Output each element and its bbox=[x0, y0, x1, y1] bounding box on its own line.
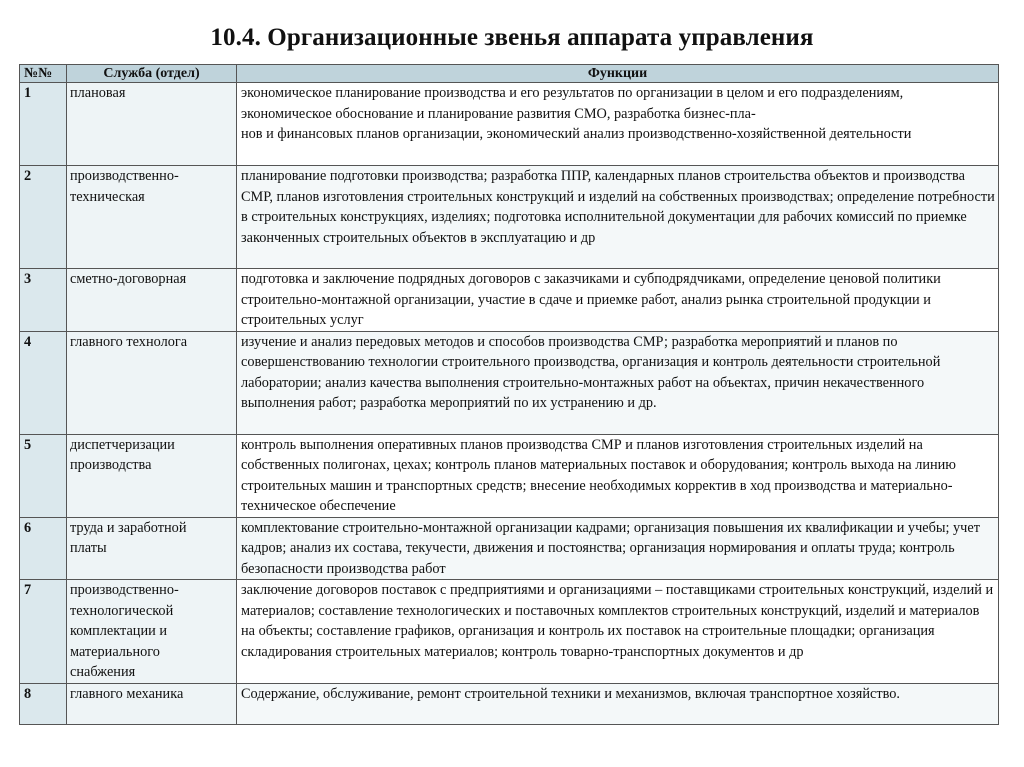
row-functions: заключение договоров поставок с предприятиями и организациями – поставщиками строительных конструкций, изделий и материалов; составление технологических и поставочных комплектов строительных конструкций, изделий и материалов на объекты; составление графиков, организация и контроль их поставок на строительные площадки; организация складирования строительных материалов; контроль товарно-транспортных документов и др bbox=[237, 580, 999, 684]
row-number: 7 bbox=[20, 580, 67, 684]
table-row bbox=[20, 83, 999, 166]
row-department: плановая bbox=[67, 83, 237, 166]
row-department: производственно- техническая bbox=[67, 166, 237, 269]
table-row bbox=[20, 166, 999, 269]
table-row bbox=[20, 580, 999, 684]
row-number: 1 bbox=[20, 83, 67, 166]
header-department: Служба (отдел) bbox=[67, 65, 237, 83]
row-number: 5 bbox=[20, 434, 67, 517]
row-number: 4 bbox=[20, 331, 67, 434]
row-number: 8 bbox=[20, 684, 67, 725]
functions-table bbox=[19, 64, 999, 725]
row-functions: изучение и анализ передовых методов и способов производства СМР; разработка мероприятий и планов по совершенствованию технологии строительного производства, организация и контроль деятельности строительной лаборатории; анализ качества выполнения строительно-монтажных работ на объектах, причин некачественного выполнения работ; разработка мероприятий по их устранению и др. bbox=[237, 331, 999, 434]
row-number: 2 bbox=[20, 166, 67, 269]
table-row bbox=[20, 269, 999, 332]
row-functions: контроль выполнения оперативных планов производства СМР и планов изготовления строительных изделий на собственных полигонах, цехах; контроль планов материальных поставок и оборудования; контроль выхода на линию строительных машин и транспортных средств; внесение необходимых корректив в ход производства и материально-техническое обеспечение bbox=[237, 434, 999, 517]
row-functions: комплектование строительно-монтажной организации кадрами; организация повышения их квалификации и учебы; учет кадров; анализ их состава, текучести, движения и постоянства; организация нормирования и оплаты труда; контроль безопасности производства работ bbox=[237, 517, 999, 580]
row-department: сметно-договорная bbox=[67, 269, 237, 332]
row-department: производственно- технологической комплектации и материального снабжения bbox=[67, 580, 237, 684]
row-department: диспетчеризации производства bbox=[67, 434, 237, 517]
header-number: №№ bbox=[20, 65, 67, 83]
row-functions: Содержание, обслуживание, ремонт строительной техники и механизмов, включая транспортное хозяйство. bbox=[237, 684, 999, 725]
header-functions: Функции bbox=[237, 65, 999, 83]
row-functions: планирование подготовки производства; разработка ППР, календарных планов строительства объектов и производства СМР, планов изготовления строительных конструкций и изделий на собственных производствах; определение потребности в строительных конструкциях, изделиях; подготовка исполнительной документации для рабочих комиссий по приемке законченных строительных объектов в эксплуатацию и др bbox=[237, 166, 999, 269]
page-title: 10.4. Организационные звенья аппарата управления bbox=[210, 24, 814, 51]
table-row bbox=[20, 684, 999, 725]
table-row bbox=[20, 517, 999, 580]
table-row bbox=[20, 331, 999, 434]
row-department: труда и заработной платы bbox=[67, 517, 237, 580]
row-functions: подготовка и заключение подрядных договоров с заказчиками и субподрядчиками, определение ценовой политики строительно-монтажной организации, участие в сдаче и приемке работ, анализ рынка строительной продукции и строительных услуг bbox=[237, 269, 999, 332]
row-department: главного технолога bbox=[67, 331, 237, 434]
table-row bbox=[20, 434, 999, 517]
row-functions: экономическое планирование производства и его результатов по организации в целом и его подразделениям, экономическое обоснование и планирование развития СМО, разработка бизнес-пла- нов и финансовых планов организации, экономический анализ производственно-хозяйственной деятельности bbox=[237, 83, 999, 166]
table-header-row bbox=[20, 65, 999, 83]
row-number: 6 bbox=[20, 517, 67, 580]
row-department: главного механика bbox=[67, 684, 237, 725]
row-number: 3 bbox=[20, 269, 67, 332]
